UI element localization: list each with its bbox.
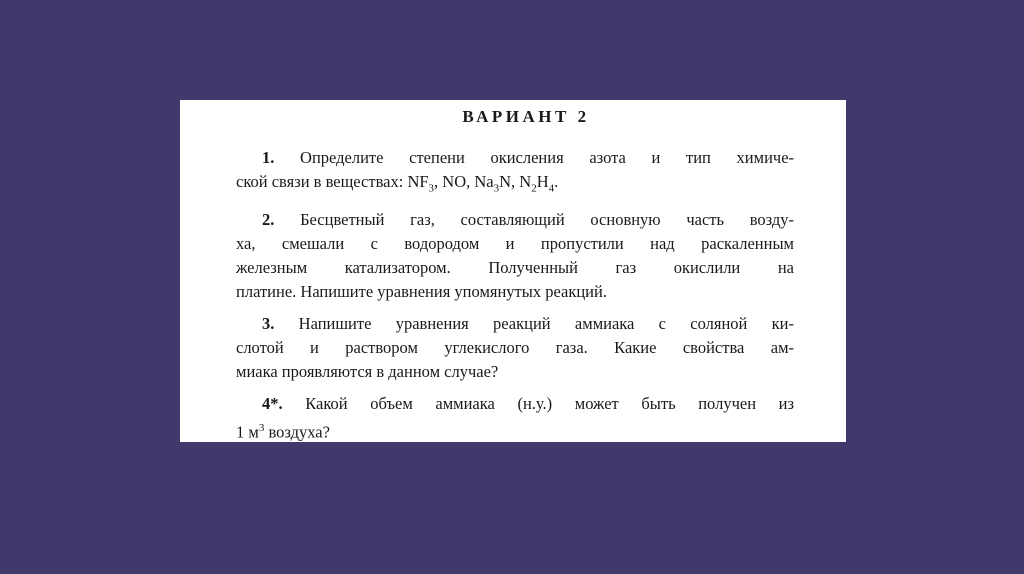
task-2-line-3: железным катализатором. Полученный газ окислили на [236, 258, 794, 278]
task-3-number: 3. [262, 314, 275, 334]
task-2-line-1: 2. Бесцветный газ, составляющий основную часть возду- [262, 210, 795, 230]
task-2-line-4: платине. Напишите уравнения упомянутых реакций. [236, 282, 607, 302]
task-1 [236, 146, 794, 200]
page-title: ВАРИАНТ 2 [462, 107, 590, 126]
task-2-number: 2. [262, 210, 275, 230]
task-4 [236, 392, 794, 445]
task-3 [236, 312, 794, 384]
task-2-line-2: ха, смешали с водородом и пропустили над раскаленным [236, 234, 794, 254]
document-page [180, 100, 846, 442]
task-4-line-2: 1 $м^3$ воздуха? [236, 422, 330, 442]
task-1-line-2: ской связи в веществах: $NF_3$, NO, $Na_3N$, $N_2H_4$. [236, 172, 559, 195]
task-1-number: 1. [262, 148, 275, 167]
task-3-line-1: 3. Напишите уравнения реакций аммиака с соляной ки- [262, 314, 795, 334]
task-1-line-1: 1. Определите степени окисления азота и тип химиче- [262, 148, 795, 167]
task-3-line-2: слотой и раствором углекислого газа. Какие свойства ам- [236, 338, 794, 358]
task-4-line-1: 4*. Какой объем аммиака (н.у.) может быть получен из [262, 394, 794, 414]
task-4-number: 4*. [262, 394, 283, 414]
task-3-line-3: миака проявляются в данном случае? [236, 362, 499, 382]
task-2 [236, 208, 794, 304]
